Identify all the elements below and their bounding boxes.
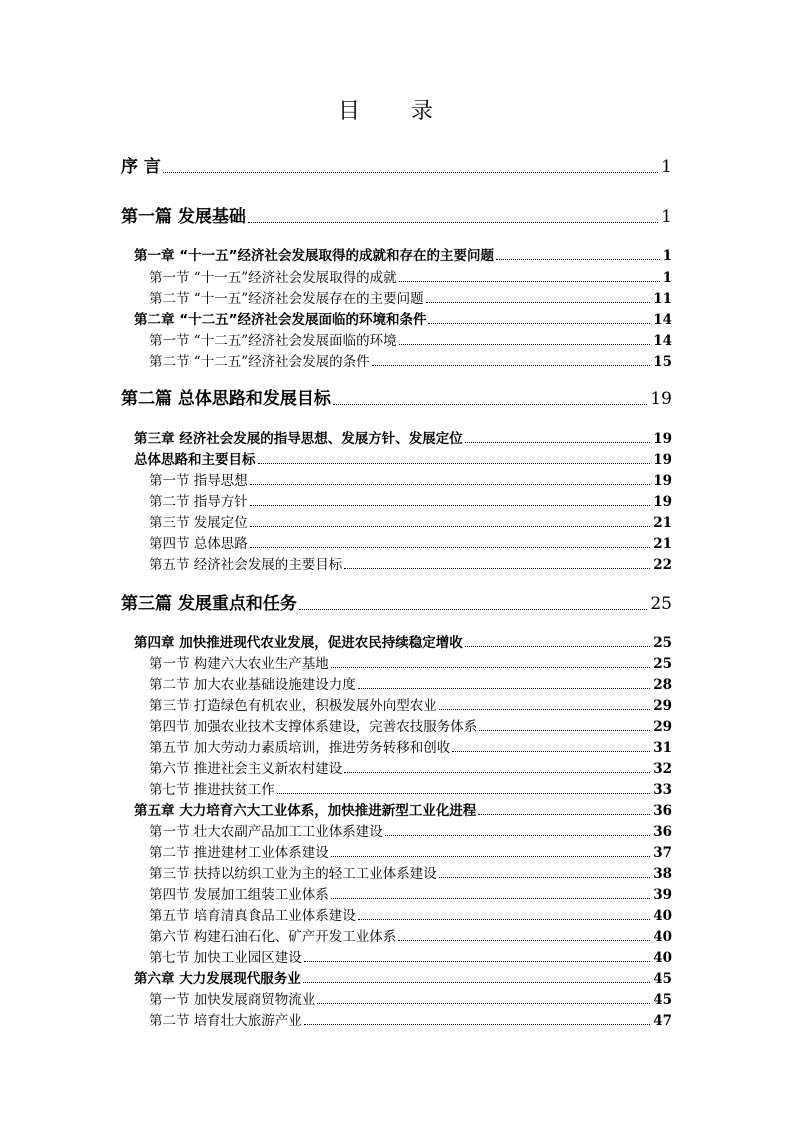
toc-entry-sec bbox=[149, 862, 672, 882]
toc-entry-sec bbox=[149, 883, 672, 903]
toc-entry-title: 第二章 “十二五”经济社会发展面临的环境和条件 bbox=[134, 312, 427, 328]
dot-leader bbox=[428, 323, 650, 324]
toc-entry-title: 第三节 发展定位 bbox=[149, 515, 248, 531]
toc-page-number: 14 bbox=[653, 333, 672, 349]
dot-leader bbox=[333, 404, 647, 405]
dot-leader bbox=[465, 442, 651, 443]
dot-leader bbox=[344, 772, 650, 773]
toc-entry-sec bbox=[149, 652, 672, 672]
toc-entry-title: 第一节 加快发展商贸物流业 bbox=[149, 992, 316, 1008]
dot-leader bbox=[258, 463, 651, 464]
toc-entry-title: 第六章 大力发展现代服务业 bbox=[134, 971, 301, 987]
toc-entry-title: 第二节 培育壮大旅游产业 bbox=[149, 1013, 302, 1029]
toc-page-number: 1 bbox=[661, 157, 672, 177]
toc-entry-title: 第四节 发展加工组装工业体系 bbox=[149, 887, 329, 903]
toc-entry-sec bbox=[149, 329, 672, 349]
toc-entry-sec bbox=[149, 820, 672, 840]
toc-entry-sec bbox=[149, 904, 672, 924]
toc-page-number: 19 bbox=[653, 431, 672, 447]
toc-entry-sec bbox=[149, 1009, 672, 1029]
dot-leader bbox=[304, 1024, 650, 1025]
dot-leader bbox=[317, 1003, 650, 1004]
toc-page-number: 19 bbox=[653, 494, 672, 510]
toc-page-number: 37 bbox=[653, 845, 672, 861]
toc-entry-sec bbox=[149, 511, 672, 531]
toc-entry-title: 第二节 加大农业基础设施建设力度 bbox=[149, 677, 356, 693]
toc-page-number: 39 bbox=[653, 887, 672, 903]
dot-leader bbox=[358, 919, 650, 920]
toc-page-number: 32 bbox=[653, 761, 672, 777]
dot-leader bbox=[426, 302, 651, 303]
toc-entry-title: 第一节 “十一五”经济社会发展取得的成就 bbox=[149, 270, 397, 286]
toc-page-number: 14 bbox=[653, 312, 672, 328]
dot-leader bbox=[331, 856, 650, 857]
toc-page-number: 19 bbox=[653, 473, 672, 489]
toc-entry-sec bbox=[149, 757, 672, 777]
toc-entry-title: 第二节 “十一五”经济社会发展存在的主要问题 bbox=[149, 291, 424, 307]
toc-page-number: 19 bbox=[650, 389, 672, 409]
dot-leader bbox=[385, 835, 650, 836]
dot-leader bbox=[299, 609, 647, 610]
toc-entry-sec bbox=[149, 469, 672, 489]
dot-leader bbox=[250, 547, 650, 548]
toc-page-number: 28 bbox=[653, 677, 672, 693]
toc-page-number: 40 bbox=[653, 950, 672, 966]
dot-leader bbox=[496, 259, 660, 260]
toc-entry-chap bbox=[134, 308, 672, 328]
toc-entry-title: 第二节 指导方针 bbox=[149, 494, 248, 510]
toc-entry-title: 第三节 打造绿色有机农业，积极发展外向型农业 bbox=[149, 698, 437, 714]
toc-entry-title: 第七节 加快工业园区建设 bbox=[149, 950, 302, 966]
toc-page-number: 19 bbox=[653, 452, 672, 468]
dot-leader bbox=[372, 365, 651, 366]
toc-page-number: 25 bbox=[653, 635, 672, 651]
toc-page-number: 40 bbox=[653, 908, 672, 924]
dot-leader bbox=[344, 568, 650, 569]
dot-leader bbox=[250, 484, 650, 485]
dot-leader bbox=[331, 667, 650, 668]
toc-entry-sec bbox=[149, 841, 672, 861]
toc-title: 目 录 bbox=[338, 99, 455, 124]
toc-page-number: 47 bbox=[653, 1013, 672, 1029]
toc-entry-title: 第六节 构建石油石化、矿产开发工业体系 bbox=[149, 929, 397, 945]
dot-leader bbox=[250, 526, 650, 527]
toc-entry-sec bbox=[149, 736, 672, 756]
dot-leader bbox=[163, 172, 658, 173]
dot-leader bbox=[479, 730, 650, 731]
toc-entry-title: 第六节 推进社会主义新农村建设 bbox=[149, 761, 343, 777]
toc-entry-title: 第四节 总体思路 bbox=[149, 536, 248, 552]
toc-entry-title: 第五节 加大劳动力素质培训，推进劳务转移和创收 bbox=[149, 740, 451, 756]
toc-entry-sec bbox=[149, 988, 672, 1008]
toc-entry-sec bbox=[149, 715, 672, 735]
toc-entry-chap bbox=[134, 244, 672, 264]
toc-page-number: 31 bbox=[653, 740, 672, 756]
dot-leader bbox=[398, 940, 650, 941]
toc-entry-sec bbox=[149, 673, 672, 693]
toc-entry-sec bbox=[149, 287, 672, 307]
dot-leader bbox=[439, 709, 650, 710]
dot-leader bbox=[250, 505, 650, 506]
dot-leader bbox=[358, 688, 650, 689]
toc-entry-title: 第三章 经济社会发展的指导思想、发展方针、发展定位 bbox=[134, 431, 463, 447]
toc-entry-title: 第二节 “十二五”经济社会发展的条件 bbox=[149, 354, 370, 370]
toc-page-number: 1 bbox=[662, 270, 672, 286]
toc-page-number: 29 bbox=[653, 698, 672, 714]
toc-entry-title: 总体思路和主要目标 bbox=[134, 452, 256, 468]
dot-leader bbox=[452, 751, 650, 752]
dot-leader bbox=[331, 898, 650, 899]
toc-entry-title: 第一篇 发展基础 bbox=[121, 207, 246, 227]
toc-entry-sec bbox=[149, 694, 672, 714]
toc-entry-title: 第二篇 总体思路和发展目标 bbox=[121, 389, 331, 409]
toc-entry-title: 第一节 “十二五”经济社会发展面临的环境 bbox=[149, 333, 397, 349]
dot-leader bbox=[304, 961, 650, 962]
toc-entry-title: 第四章 加快推进现代农业发展，促进农民持续稳定增收 bbox=[134, 635, 463, 651]
toc-entry-sec bbox=[149, 778, 672, 798]
toc-page-number: 25 bbox=[650, 594, 672, 614]
dot-leader bbox=[303, 982, 651, 983]
toc-page-number: 22 bbox=[653, 557, 672, 573]
toc-page-number: 11 bbox=[653, 291, 672, 307]
toc-entry-title: 第一节 指导思想 bbox=[149, 473, 248, 489]
toc-page-number: 21 bbox=[653, 536, 672, 552]
toc-entry-title: 第五节 经济社会发展的主要目标 bbox=[149, 557, 343, 573]
dot-leader bbox=[399, 281, 660, 282]
toc-entry-title: 第二节 推进建材工业体系建设 bbox=[149, 845, 329, 861]
toc-page-number: 1 bbox=[662, 248, 672, 264]
toc-page-number: 45 bbox=[653, 992, 672, 1008]
toc-entry-title: 序 言 bbox=[121, 157, 161, 177]
toc-entry-title: 第三节 扶持以纺织工业为主的轻工工业体系建设 bbox=[149, 866, 437, 882]
toc-entry-title: 第三篇 发展重点和任务 bbox=[121, 594, 297, 614]
toc-entry-chap bbox=[134, 799, 672, 819]
toc-page-number: 45 bbox=[653, 971, 672, 987]
toc-entry-chap bbox=[134, 448, 672, 468]
toc-page-number: 25 bbox=[653, 656, 672, 672]
dot-leader bbox=[248, 222, 658, 223]
toc-entry-part bbox=[121, 152, 672, 177]
toc-entry-sec bbox=[149, 553, 672, 573]
toc-page-number: 33 bbox=[653, 782, 672, 798]
toc-entry-sec bbox=[149, 925, 672, 945]
toc-entry-chap bbox=[134, 631, 672, 651]
dot-leader bbox=[439, 877, 650, 878]
toc-entry-part bbox=[121, 202, 672, 227]
toc-entry-part bbox=[121, 589, 672, 614]
toc-entry-part bbox=[121, 384, 672, 409]
toc-page-number: 21 bbox=[653, 515, 672, 531]
toc-entry-sec bbox=[149, 946, 672, 966]
toc-page-number: 36 bbox=[653, 803, 672, 819]
toc-entry-sec bbox=[149, 490, 672, 510]
toc-entry-chap bbox=[134, 427, 672, 447]
toc-page-number: 38 bbox=[653, 866, 672, 882]
dot-leader bbox=[478, 814, 650, 815]
toc-entry-sec bbox=[149, 350, 672, 370]
toc-entry-title: 第一节 构建六大农业生产基地 bbox=[149, 656, 329, 672]
toc-entry-chap bbox=[134, 967, 672, 987]
toc-entry-sec bbox=[149, 532, 672, 552]
dot-leader bbox=[277, 793, 650, 794]
toc-entry-title: 第五节 培育清真食品工业体系建设 bbox=[149, 908, 356, 924]
dot-leader bbox=[399, 344, 651, 345]
toc-entry-title: 第七节 推进扶贫工作 bbox=[149, 782, 275, 798]
toc-page-number: 15 bbox=[653, 354, 672, 370]
toc-page-number: 1 bbox=[661, 207, 672, 227]
toc-entry-sec bbox=[149, 266, 672, 286]
toc-page-number: 36 bbox=[653, 824, 672, 840]
toc-entry-title: 第一章 “十一五”经济社会发展取得的成就和存在的主要问题 bbox=[134, 248, 494, 264]
toc-entry-title: 第五章 大力培育六大工业体系，加快推进新型工业化进程 bbox=[134, 803, 477, 819]
dot-leader bbox=[465, 646, 651, 647]
toc-page-number: 40 bbox=[653, 929, 672, 945]
toc-entry-title: 第一节 壮大农副产品加工工业体系建设 bbox=[149, 824, 383, 840]
toc-entry-title: 第四节 加强农业技术支撑体系建设，完善农技服务体系 bbox=[149, 719, 478, 735]
toc-page-number: 29 bbox=[653, 719, 672, 735]
